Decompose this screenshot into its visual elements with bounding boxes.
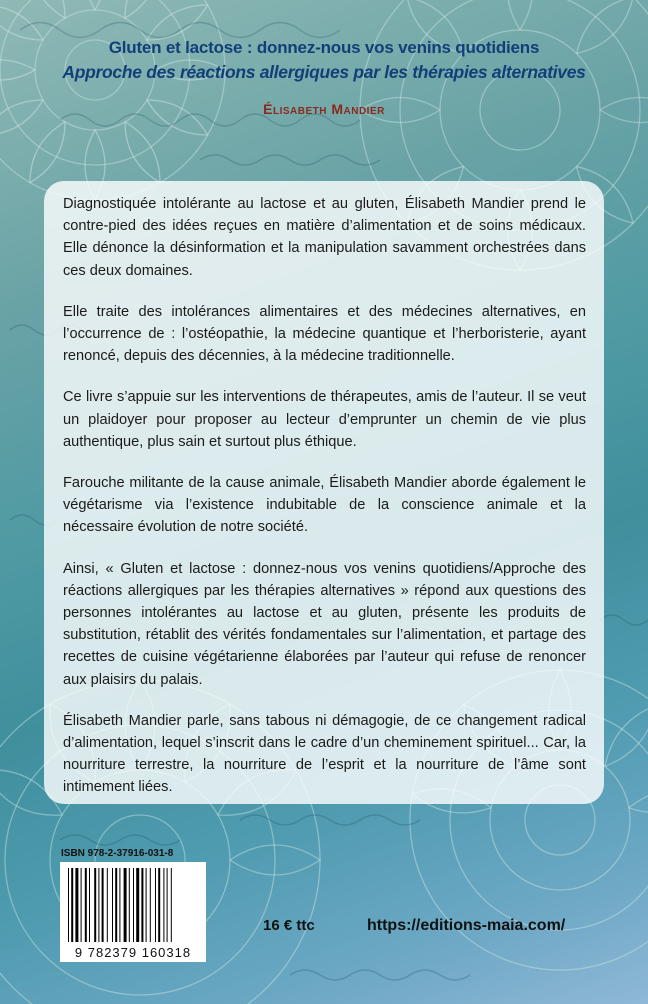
header <box>0 38 648 117</box>
barcode-bar <box>129 868 130 942</box>
barcode-bar <box>124 868 127 942</box>
barcode-bar <box>141 868 143 942</box>
barcode-bar <box>81 868 82 942</box>
barcode-bar <box>68 868 69 942</box>
price-label: 16 € ttc <box>263 917 315 934</box>
barcode-bar <box>167 868 168 942</box>
author-name: Élisabeth Mandier <box>263 101 385 117</box>
summary-paragraph: Farouche militante de la cause animale, Élisabeth Mandier aborde également le végétarisme via l’existence indubitable de la conscience animale et la nécessaire évolution de notre société. <box>63 475 586 536</box>
barcode-bar <box>112 868 113 942</box>
summary-paragraph: Elle traite des intolérances alimentaires et des médecines alternatives, en l’occurrence de : l’ostéopathie, la médecine quantique et l’herboristerie, ayant renoncé, depuis des décennies, à la médecine traditionnelle. <box>63 303 586 365</box>
barcode-bar <box>133 868 134 942</box>
barcode-bar <box>115 868 117 942</box>
book-title: Gluten et lactose : donnez-nous vos venins quotidiens <box>108 38 540 57</box>
barcode-bar <box>136 868 139 942</box>
barcode-number: 9 782379 160318 <box>74 945 192 960</box>
barcode-bar <box>171 868 172 942</box>
barcode-bar <box>119 868 120 942</box>
barcode-bar <box>107 868 108 942</box>
barcode-bar <box>163 868 164 942</box>
barcode-bar <box>158 868 160 942</box>
summary-panel <box>44 181 604 804</box>
summary-paragraph: Ainsi, « Gluten et lactose : donnez-nous vos venins quotidiens/Approche des réactions allergiques par les thérapies alternatives » répond aux questions des personnes intolérantes au lactose et au gluten, présente les produits de substitution, rétablit des vérités fondamentales sur l’alimentation, et partage des recettes de cuisine végétarienne élaborées par l’auteur qui refuse de renoncer aux plaisirs du palais. <box>63 560 586 688</box>
barcode-bar <box>146 868 147 942</box>
summary-paragraph: Ce livre s’appuie sur les interventions de thérapeutes, amis de l’auteur. Il se veut un plaidoyer pour proposer au lecteur d’emprunter un chemin de vie plus authentique, plus sain et surtout plus éthique. <box>63 389 586 450</box>
barcode-bar <box>98 868 99 942</box>
barcode-bar <box>75 868 78 942</box>
summary-paragraph: Élisabeth Mandier parle, sans tabous ni démagogie, de ce changement radical d’alimentation, lequel s’inscrit dans le cadre d’un cheminement spirituel... Car, la nourriture terrestre, la nourriture de l’esprit et la nourriture de l’âme sont intimement liées. <box>63 712 586 796</box>
barcode-bar <box>85 868 87 942</box>
barcode <box>60 862 206 962</box>
barcode-bar <box>71 868 73 942</box>
publisher-website-link[interactable]: https://editions-maia.com/ <box>367 917 566 934</box>
isbn-label: ISBN 978-2-37916-031-8 <box>61 848 174 859</box>
book-subtitle: Approche des réactions allergiques par les thérapies alternatives <box>62 62 586 82</box>
barcode-bar <box>102 868 104 942</box>
barcode-bar <box>89 868 90 942</box>
barcode-bar <box>155 868 156 942</box>
barcode-bar <box>150 868 151 942</box>
summary-paragraph: Diagnostiquée intolérante au lactose et au gluten, Élisabeth Mandier prend le contre-pied des idées reçues en matière d’alimentation et de soins médicaux. Elle dénonce la désinformation et la manipulation savamment orchestrées dans ces deux domaines. <box>63 196 586 279</box>
barcode-bar <box>94 868 96 942</box>
